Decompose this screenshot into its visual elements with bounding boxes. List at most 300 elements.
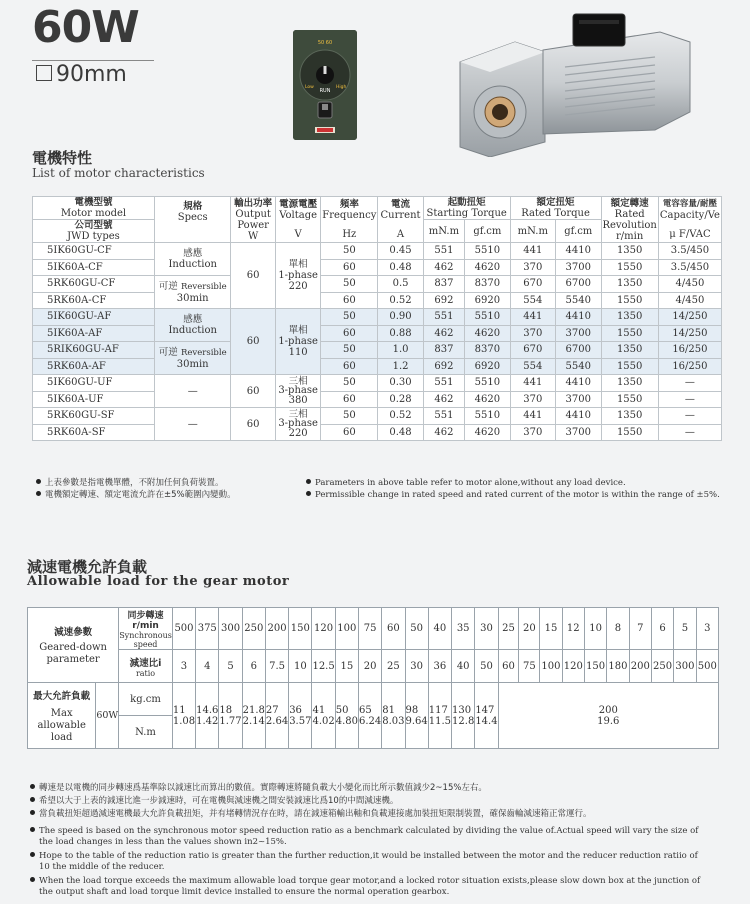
table-cell: 3.5/450 [658,259,721,276]
note-en-1: Parameters in above table refer to motor alone,without any load device. [315,478,626,488]
hdr-capacity [658,197,721,243]
cell-text: 輸出功率 [234,197,273,209]
table-cell: 4/450 [658,276,721,293]
table-cell: 8370 [465,342,510,359]
table-cell: 370 [510,325,555,342]
controller-high-label: High [336,85,347,90]
table-cell: 0.5 [378,276,423,293]
ratio-cell: 180 [607,650,629,683]
hdr-rated-gfcm: gf.cm [556,220,601,243]
hdr-rated-mnm: mN.m [510,220,555,243]
unit-kgcm: kg.cm [119,683,173,716]
table-cell: 837 [423,276,464,293]
controller-scale-top: 50 60 [317,40,333,46]
table-cell: 4410 [556,375,601,392]
table-cell: 50 [321,276,378,293]
load-kgcm-cell: 11 [172,683,195,716]
table-row [28,716,719,749]
table-cell: — [154,408,230,441]
ratio-cell: 100 [540,650,562,683]
load-nm-cell: 6.24 [358,716,381,749]
cell-text: Geared-down parameter [39,642,107,665]
cell-text: 30min [176,358,209,370]
load-nm-cell: 14.4 [475,716,498,749]
hdr-start-mnm: mN.m [423,220,464,243]
table-cell: 1550 [601,325,658,342]
ratio-cell: 6 [242,650,265,683]
cell-text: 1-phase [278,270,318,281]
cell-text: 220 [288,281,308,292]
load-kgcm-cell: 65 [358,683,381,716]
load-kgcm-cell: 98 [405,683,428,716]
cell-text: Rated Torque [521,208,590,219]
table-row [33,259,722,276]
cell-text: 1-phase [278,336,318,347]
load-nm-cell: 11.5 [428,716,451,749]
table-cell: 8370 [465,276,510,293]
load-kgcm-cell: 50 [335,683,358,716]
load-nm-cell: 1.42 [196,716,219,749]
cell-text: W [248,230,259,242]
load-kgcm-cell: 117 [428,683,451,716]
cell-text: Specs [177,211,208,223]
cell-text: 最大允許負載 [33,690,91,702]
table-cell: 1350 [601,243,658,260]
table-cell: 3700 [556,391,601,408]
cell-text: Power [237,219,269,231]
table-row [33,358,722,375]
cell-text: 可逆 [158,280,178,292]
ratio-cell: 20 [358,650,381,683]
section1-title-cn: 電機特性 [32,149,93,167]
sync-speed-cell: 8 [607,608,629,650]
load-kgcm-rest: 200 [498,683,718,716]
table-row [33,375,722,392]
cell-text: 380 [288,394,308,406]
ratio-cell: 60 [498,650,519,683]
cell-text: 110 [288,347,308,358]
hdr-specs [154,197,230,243]
ratio-header [119,650,173,683]
cell-text [659,221,721,229]
table-cell: 50 [321,375,378,392]
table-cell: 50 [321,408,378,425]
load-kgcm-cell: 41 [312,683,335,716]
table-cell: 1350 [601,375,658,392]
ratio-cell: 30 [405,650,428,683]
table-cell: 0.30 [378,375,423,392]
load-kgcm-cell: 27 [265,683,288,716]
table-cell: 50 [321,243,378,260]
hdr-rated-speed [601,197,658,243]
cell-text: 電源電壓 [279,199,318,210]
cell-text: Voltage [279,210,318,221]
ratio-cell: 25 [382,650,405,683]
sync-speed-cell: 35 [452,608,475,650]
table-cell: 3.5/450 [658,243,721,260]
table-cell: 5RK60A-AF [33,358,155,375]
sync-speed-cell: 375 [196,608,219,650]
frame-size [36,62,127,87]
load-nm-cell: 9.64 [405,716,428,749]
ratio-cell: 40 [452,650,475,683]
table-cell: 14/250 [658,309,721,326]
table-cell: 3700 [556,259,601,276]
ratio-cell: 7.5 [265,650,288,683]
table-cell: — [658,424,721,441]
load-kgcm-cell: 147 [475,683,498,716]
load-nm-cell: 2.64 [265,716,288,749]
table-cell: 1350 [601,342,658,359]
sync-speed-cell: 100 [335,608,358,650]
sync-speed-cell: 500 [172,608,195,650]
cell-text: Motor model [60,208,127,219]
table-cell: 5IK60GU-CF [33,243,155,260]
table-cell: 0.48 [378,259,423,276]
table-cell: 1550 [601,292,658,309]
table-cell [154,309,230,342]
cell-text: 減速參數 [54,627,93,638]
table-cell: 692 [423,292,464,309]
table-row [33,391,722,408]
load-nm-cell: 1.77 [219,716,242,749]
table-cell: 60 [321,259,378,276]
table-cell: 60 [231,243,275,309]
load-nm-cell: 8.03 [382,716,405,749]
table-cell: 0.48 [378,424,423,441]
table-cell: 60 [231,309,275,375]
table-cell: 4410 [556,309,601,326]
section2-title-cn: 減速電機允許負載 [27,558,148,576]
cell-text: r/min [616,230,644,242]
ratio-cell: 4 [196,650,219,683]
table-cell: 551 [423,309,464,326]
cell-text: Output [235,208,271,220]
notes-en [306,477,726,501]
cell-text: Reversible [181,281,227,292]
table-row [28,683,719,716]
cell-text: 單相 [288,325,308,336]
table-cell: 5RK60A-CF [33,292,155,309]
hdr-frequency [321,197,378,243]
cell-text: 頻率 [339,199,359,210]
note2-en-1: The speed is based on the synchronous motor speed reduction ratio as a benchmark calculated by dividing the value of.Actual speed will vary the size of the load changes in less than the values shown in2~15%. [39,826,699,847]
title-rule [32,60,154,61]
table-cell: 551 [423,375,464,392]
table-cell: 1.0 [378,342,423,359]
cell-text [321,221,377,229]
load-kgcm-cell: 14.6 [196,683,219,716]
section2-title-en: Allowable load for the gear motor [27,574,290,589]
cell-text: 額定轉速 [610,197,649,209]
cell-text: 電機型號 [74,197,113,208]
ratio-cell: 36 [428,650,451,683]
table-cell [154,276,230,309]
cell-text: 30min [176,292,209,304]
ratio-cell: 5 [219,650,242,683]
table-cell: 441 [510,375,555,392]
cell-text: 可逆 [158,346,178,358]
ratio-cell: 250 [651,650,673,683]
table-cell: 554 [510,358,555,375]
table-row [33,243,722,260]
load-kgcm-cell: 21.8 [242,683,265,716]
sync-speed-header [119,608,173,650]
ratio-cell: 500 [696,650,718,683]
bullet-icon [30,810,35,815]
cell-text: Current [380,210,421,221]
table-cell [275,309,320,375]
table-cell [275,408,320,441]
ratio-cell: 10 [289,650,312,683]
table-cell: 14/250 [658,325,721,342]
cell-text: Frequency [322,210,377,221]
table-cell: 5510 [465,408,510,425]
ratio-cell: 150 [584,650,606,683]
hdr-rated-torque [510,197,601,220]
sync-speed-cell: 15 [540,608,562,650]
table-cell: 6700 [556,276,601,293]
note2-cn-2: 希望以大于上表的減速比進一步減速時，可在電機與減速機之間安裝減速比爲10的中間減速機。 [39,796,399,806]
hdr-current [378,197,423,243]
table-cell: 1350 [601,408,658,425]
table-cell: 0.52 [378,292,423,309]
table-cell: 837 [423,342,464,359]
bullet-icon [306,491,311,496]
cell-text: 3-phase [278,385,318,397]
table-cell: 692 [423,358,464,375]
motor-characteristics-table [32,196,722,441]
table-cell: 60 [321,292,378,309]
note-cn-1: 上表參數是指電機單體，不附加任何負荷裝置。 [45,478,224,488]
table-cell: 5IK60A-AF [33,325,155,342]
cell-text: 公司型號 [74,220,113,231]
table-cell: 5RIK60GU-AF [33,342,155,359]
notes-cn [36,477,306,501]
table-cell: 462 [423,325,464,342]
table-cell: 1350 [601,276,658,293]
table-cell: 4620 [465,391,510,408]
cell-text: Starting Torque [426,208,507,219]
cell-text: Capacity/Ve [659,210,720,221]
notes2-cn [30,782,730,821]
table-cell: 0.45 [378,243,423,260]
cell-text: Revolution [602,219,657,231]
table-cell: — [154,375,230,408]
table-row [28,650,719,683]
table-cell: 3700 [556,424,601,441]
table-cell: 551 [423,408,464,425]
table-cell: 5IK60A-UF [33,391,155,408]
cell-text [155,281,230,293]
ratio-cell: 200 [629,650,651,683]
note2-en-3: When the load torque exceeds the maximum allowable load torque gear motor,and a locked rotor situation exists,please slow down box at the junction of the output shaft and load torque limit device installed to ensure the normal operation gearbox. [39,876,701,897]
hdr-voltage [275,197,320,243]
table-cell: 5510 [465,243,510,260]
note2-en-2: Hope to the table of the reduction ratio is greater than the further reduction,it would be installed between the motor and the reducer reduction ratiio of 10 the middle of the reducer. [39,851,698,872]
sync-speed-cell: 10 [584,608,606,650]
load-kgcm-cell: 18 [219,683,242,716]
bullet-icon [30,827,35,832]
table-row [33,292,722,309]
cell-text: V [294,229,302,240]
table-cell: 0.88 [378,325,423,342]
cell-text: 感應 [183,314,203,325]
note-cn-2: 電機額定轉速、額定電流允許在±5%範圍內變動。 [45,490,236,500]
hdr-company-type [33,220,155,243]
sync-speed-cell: 3 [696,608,718,650]
load-nm-cell: 4.80 [335,716,358,749]
sync-speed-cell: 25 [498,608,519,650]
table-cell: 5510 [465,309,510,326]
hdr-model [33,197,155,220]
load-nm-rest: 19.6 [498,716,718,749]
bullet-icon [36,491,41,496]
bullet-icon [306,479,311,484]
table-cell: 5RK60A-SF [33,424,155,441]
table-cell: 0.28 [378,391,423,408]
note-en-2: Permissible change in rated speed and rated current of the motor is within the range of ±5%. [315,490,720,500]
sync-speed-cell: 40 [428,608,451,650]
max-load-header [28,683,96,749]
table-cell: 6700 [556,342,601,359]
table-cell: 441 [510,243,555,260]
cell-text: 三相 [288,408,308,420]
table-cell: 551 [423,243,464,260]
notes2-en [30,826,710,898]
table-row [33,408,722,425]
power-title: 60W [32,2,139,53]
section1-title-en: List of motor characteristics [32,166,205,180]
cell-text: μ F/VAC [669,229,711,240]
sync-speed-cell: 30 [475,608,498,650]
table-cell: 1.2 [378,358,423,375]
hdr-starting-torque [423,197,510,220]
ratio-cell: 3 [172,650,195,683]
table-cell: 6920 [465,358,510,375]
load-kgcm-cell: 81 [382,683,405,716]
cell-text: 電容容量/耐壓 [662,199,717,209]
cell-text [155,223,230,239]
table-cell: 5RK60GU-CF [33,276,155,293]
table-cell: 0.90 [378,309,423,326]
bullet-icon [30,784,35,789]
square-icon [36,65,52,81]
cell-text [155,347,230,359]
cell-text: 額定扭矩 [536,197,575,208]
note2-cn-3: 當負載扭矩超過減速電機最大允許負載扭矩，并有堵轉情況存在時，請在減速箱輸出軸和負載連接處加裝扭矩限制裝置，確保齒輪減速箱正常運行。 [39,809,592,819]
cell-text: Synchronous speed [119,631,172,649]
table-cell: 4/450 [658,292,721,309]
cell-text: 起動扭矩 [447,197,486,208]
table-row [33,276,722,293]
bullet-icon [30,797,35,802]
table-cell: 5IK60GU-UF [33,375,155,392]
table-cell: — [658,408,721,425]
table-cell: 5RK60GU-SF [33,408,155,425]
ratio-cell: 300 [674,650,696,683]
ratio-cell: 75 [519,650,540,683]
table-row [28,608,719,650]
sync-speed-cell: 120 [312,608,335,650]
cell-text: Max allowable load [37,707,86,743]
cell-text: ratio [135,668,156,678]
sync-speed-cell: 300 [219,608,242,650]
table-cell: 16/250 [658,358,721,375]
cell-text: 220 [288,427,308,439]
sync-speed-cell: 150 [289,608,312,650]
load-nm-cell: 3.57 [289,716,312,749]
table-cell: 5540 [556,358,601,375]
speed-controller-drawing [293,30,357,140]
gear-load-table [27,607,719,749]
table-cell: 6920 [465,292,510,309]
cell-text: 三相 [288,375,308,387]
table-cell: 1550 [601,259,658,276]
bullet-icon [30,877,35,882]
table-cell: 60 [231,375,275,408]
cell-text: Rated [614,208,645,220]
table-cell: 50 [321,342,378,359]
table-cell: 5IK60GU-AF [33,309,155,326]
controller-low-label: Low [305,85,314,90]
frame-size-value: 90mm [56,62,127,87]
table-cell: 50 [321,309,378,326]
table-cell: 554 [510,292,555,309]
table-cell: — [658,375,721,392]
table-row [33,325,722,342]
table-cell: 60 [321,358,378,375]
ratio-cell: 12.5 [312,650,335,683]
cell-text: A [396,229,405,240]
load-kgcm-cell: 130 [452,683,475,716]
table-cell: 1350 [601,309,658,326]
table-cell [154,243,230,276]
table-cell: 370 [510,391,555,408]
table-cell [275,375,320,408]
table-cell: 1550 [601,358,658,375]
sync-speed-cell: 200 [265,608,288,650]
cell-text: Induction [168,259,217,270]
load-nm-cell: 1.08 [172,716,195,749]
table-cell: 370 [510,259,555,276]
table-cell [275,243,320,309]
table-cell: — [658,391,721,408]
sync-speed-cell: 6 [651,608,673,650]
ratio-cell: 50 [475,650,498,683]
cell-text: 規格 [183,200,203,212]
cell-text: Reversible [181,347,227,358]
table-cell: 441 [510,408,555,425]
table-cell: 3700 [556,325,601,342]
sync-speed-cell: 75 [358,608,381,650]
controller-run-label: RUN [319,88,331,94]
table-cell: 4620 [465,325,510,342]
load-power: 60W [96,683,119,749]
cell-text: 同步轉速r/min [127,611,164,631]
table-cell: 4620 [465,259,510,276]
table-cell: 4410 [556,243,601,260]
table-cell: 60 [231,408,275,441]
sync-speed-cell: 50 [405,608,428,650]
table-cell: 462 [423,424,464,441]
load-nm-cell: 12.8 [452,716,475,749]
note2-cn-1: 轉速是以電機的同步轉速爲基準除以減速比而算出的數值。實際轉速將隨負載大小變化而比所示數值減少2~15%左右。 [39,783,487,793]
cell-text: 減速比i [129,657,162,669]
table-cell [154,342,230,375]
cell-text: 3-phase [278,418,318,430]
ratio-cell: 120 [562,650,584,683]
